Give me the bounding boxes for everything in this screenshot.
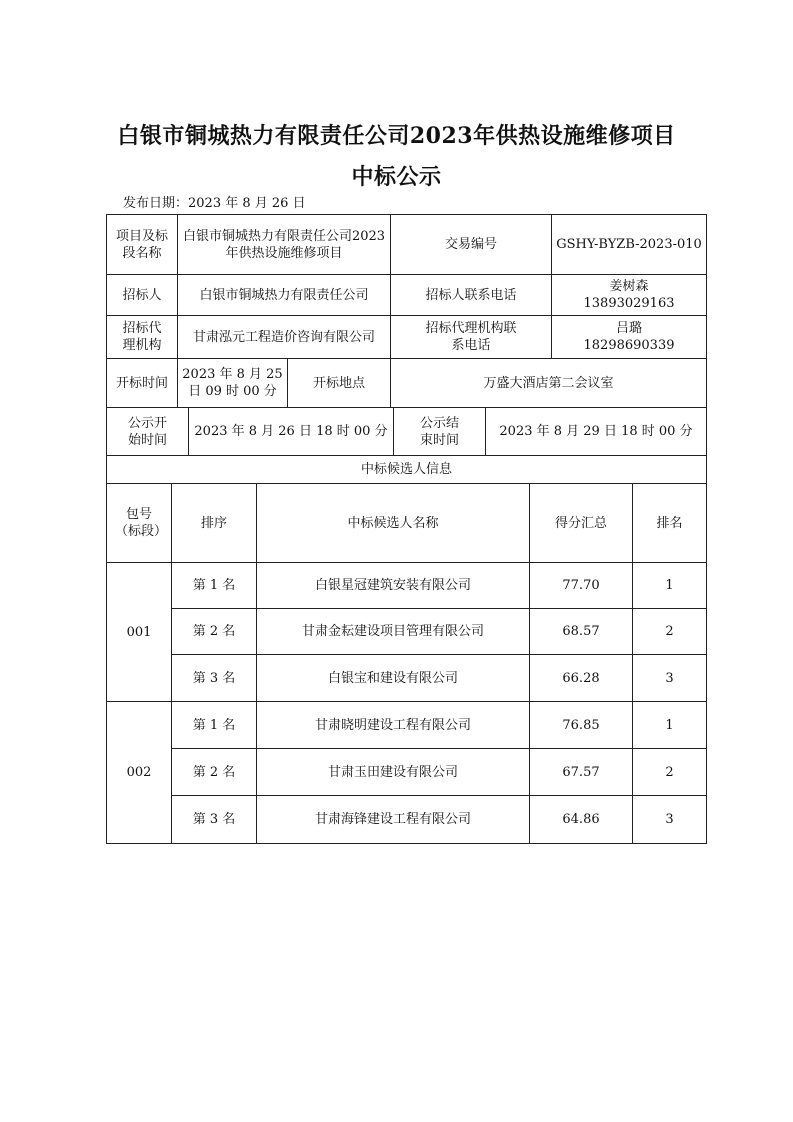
- header-package: 包号（标段）: [106, 483, 172, 563]
- candidates-section-title: 中标候选人信息: [106, 455, 707, 484]
- tenderer-value: 白银市铜城热力有限责任公司: [177, 274, 391, 316]
- candidate-name: 白银星冠建筑安装有限公司: [256, 562, 530, 609]
- package-no: 001: [106, 562, 172, 702]
- candidate-rank: 1: [632, 562, 707, 609]
- notice-start-label: 公示开始时间: [106, 407, 189, 456]
- candidate-rank: 2: [632, 608, 707, 655]
- agency-value: 甘肃泓元工程造价咨询有限公司: [177, 315, 391, 359]
- candidate-name: 甘肃晓明建设工程有限公司: [256, 701, 530, 749]
- header-order: 排序: [171, 483, 257, 563]
- trade-no-label: 交易编号: [390, 214, 552, 275]
- tenderer-phone-label: 招标人联系电话: [390, 274, 552, 316]
- header-candidate-name: 中标候选人名称: [256, 483, 530, 563]
- candidate-order: 第 3 名: [171, 795, 257, 844]
- candidate-score: 76.85: [529, 701, 633, 749]
- project-value: 白银市铜城热力有限责任公司2023 年供热设施维修项目: [177, 214, 391, 275]
- candidate-order: 第 1 名: [171, 701, 257, 749]
- candidate-name: 白银宝和建设有限公司: [256, 654, 530, 702]
- header-rank: 排名: [632, 483, 707, 563]
- candidate-rank: 3: [632, 654, 707, 702]
- publish-date-value: 2023 年 8 月 26 日: [188, 196, 306, 211]
- candidate-rank: 2: [632, 748, 707, 796]
- notice-start-value: 2023 年 8 月 26 日 18 时 00 分: [188, 407, 394, 456]
- project-label: 项目及标段名称: [106, 214, 178, 275]
- candidate-rank: 3: [632, 795, 707, 844]
- publish-date-label: 发布日期：: [123, 196, 189, 211]
- candidate-score: 66.28: [529, 654, 633, 702]
- candidate-order: 第 2 名: [171, 748, 257, 796]
- header-score: 得分汇总: [529, 483, 633, 563]
- candidate-score: 77.70: [529, 562, 633, 609]
- candidate-order: 第 2 名: [171, 608, 257, 655]
- trade-no-value: GSHY-BYZB-2023-010: [551, 214, 707, 275]
- open-time-label: 开标时间: [106, 358, 178, 408]
- package-no: 002: [106, 701, 172, 844]
- notice-end-value: 2023 年 8 月 29 日 18 时 00 分: [485, 407, 707, 456]
- notice-end-label: 公示结束时间: [393, 407, 486, 456]
- candidate-order: 第 1 名: [171, 562, 257, 609]
- candidate-score: 64.86: [529, 795, 633, 844]
- candidate-score: 67.57: [529, 748, 633, 796]
- agency-phone-label: 招标代理机构联系电话: [390, 315, 552, 359]
- open-place-label: 开标地点: [287, 358, 391, 408]
- candidate-rank: 1: [632, 701, 707, 749]
- candidate-name: 甘肃金耘建设项目管理有限公司: [256, 608, 530, 655]
- agency-label: 招标代理机构: [106, 315, 178, 359]
- candidate-name: 甘肃玉田建设有限公司: [256, 748, 530, 796]
- page-title: 白银市铜城热力有限责任公司2023年供热设施维修项目: [117, 123, 676, 149]
- tenderer-contact: 姜树森13893029163: [551, 274, 707, 316]
- agency-contact: 吕璐18298690339: [551, 315, 707, 359]
- open-time-value: 2023 年 8 月 25日 09 时 00 分: [177, 358, 288, 408]
- tenderer-label: 招标人: [106, 274, 178, 316]
- candidate-name: 甘肃海锋建设工程有限公司: [256, 795, 530, 844]
- candidate-score: 68.57: [529, 608, 633, 655]
- publish-date: [123, 194, 306, 214]
- page-subtitle: 中标公示: [351, 164, 442, 190]
- candidate-order: 第 3 名: [171, 654, 257, 702]
- open-place-value: 万盛大酒店第二会议室: [390, 358, 707, 408]
